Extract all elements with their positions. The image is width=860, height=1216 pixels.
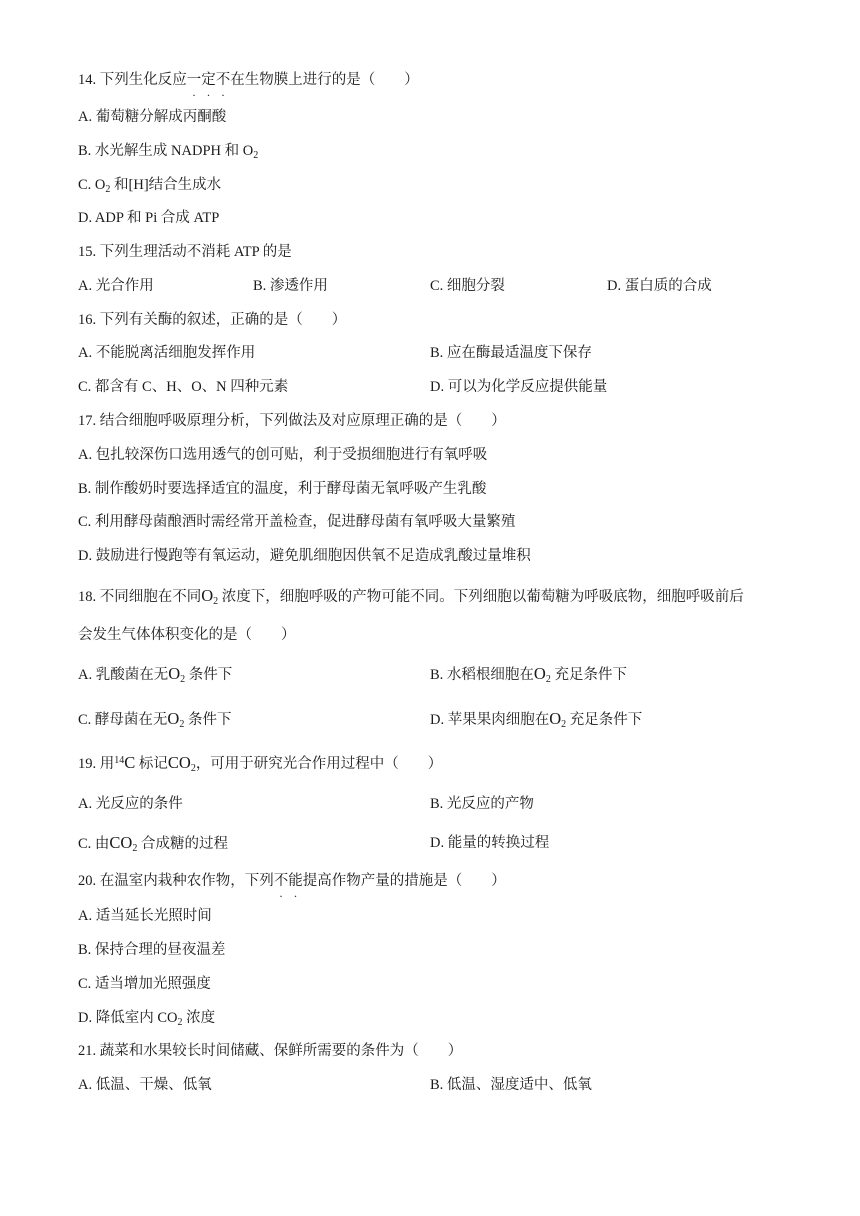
- q18-option-b-text: B. 水稻根细胞在: [430, 667, 534, 683]
- q19-option-c: [78, 833, 228, 854]
- q14-option-c: [78, 175, 221, 195]
- subscript: 2: [190, 763, 196, 774]
- q20-option-a: A. 适当延长光照时间: [78, 908, 212, 924]
- q19-option-a: A. 光反应的条件: [78, 796, 183, 812]
- carbon-symbol: C: [124, 753, 136, 772]
- q21-option-a: A. 低温、干燥、低氧: [78, 1077, 212, 1093]
- q20-option-b: B. 保持合理的昼夜温差: [78, 942, 226, 958]
- q18-option-c: [78, 709, 231, 730]
- q19-stem-text: 标记: [135, 756, 168, 772]
- q16-option-a: A. 不能脱离活细胞发挥作用: [78, 345, 256, 361]
- q16-option-d: D. 可以为化学反应提供能量: [430, 379, 608, 395]
- q18-option-a-text: A. 乳酸菌在无: [78, 667, 169, 683]
- q19-option-d: D. 能量的转换过程: [430, 835, 550, 851]
- q18-option-d: [430, 709, 642, 730]
- q17-option-b: B. 制作酸奶时要选择适宜的温度，利于酵母菌无氧呼吸产生乳酸: [78, 481, 487, 497]
- co2-symbol: CO: [167, 753, 191, 772]
- co2-symbol: CO: [109, 833, 133, 852]
- q19-stem-text: 19. 用: [78, 756, 115, 772]
- subscript: 2: [179, 719, 185, 730]
- q20-stem-text: 提高作物产量的措施是（ ）: [302, 873, 506, 889]
- q18-option-a: [78, 664, 232, 685]
- q19-option-c-text: 合成糖的过程: [137, 836, 228, 852]
- q14-emphasis-char: 不: [215, 72, 231, 88]
- q20-option-c: C. 适当增加光照强度: [78, 976, 211, 992]
- q14-option-c-text: 和[H]结合生成水: [110, 177, 222, 193]
- subscript: 2: [561, 719, 567, 730]
- q18-stem-line1: [78, 586, 744, 607]
- q17-option-a: A. 包扎较深伤口选用透气的创可贴，利于受损细胞进行有氧呼吸: [78, 447, 488, 463]
- q14-stem: [78, 70, 419, 90]
- q18-stem-text: 18. 不同细胞在不同: [78, 589, 202, 605]
- q19-stem: [78, 753, 442, 774]
- subscript: 2: [177, 1017, 183, 1028]
- q19-option-b: B. 光反应的产物: [430, 796, 534, 812]
- oxygen-symbol: O: [549, 709, 562, 728]
- q20-option-d: [78, 1008, 215, 1028]
- q17-option-c: C. 利用酵母菌酿酒时需经常开盖检查，促进酵母菌有氧呼吸大量繁殖: [78, 514, 516, 530]
- q14-emphasis-char: 定: [201, 72, 216, 88]
- oxygen-symbol: O: [168, 664, 181, 683]
- q20-stem: [78, 871, 506, 891]
- q19-stem-text: ，可用于研究光合作用过程中（ ）: [195, 756, 443, 772]
- q14-option-b: [78, 141, 258, 161]
- subscript: 2: [545, 674, 551, 685]
- q17-stem: 17. 结合细胞呼吸原理分析，下列做法及对应原理正确的是（ ）: [78, 413, 506, 429]
- q14-option-c-text: C. O: [78, 177, 106, 193]
- oxygen-symbol: O: [201, 586, 214, 605]
- q18-option-c-text: 条件下: [184, 712, 232, 728]
- q15-option-c: C. 细胞分裂: [430, 278, 505, 294]
- superscript: 14: [114, 755, 125, 766]
- q16-option-c: C. 都含有 C、H、O、N 四种元素: [78, 379, 289, 395]
- q14-option-a: A. 葡萄糖分解成丙酮酸: [78, 109, 227, 125]
- q20-option-d-text: 浓度: [182, 1010, 216, 1026]
- q15-stem: 15. 下列生理活动不消耗 ATP 的是: [78, 244, 292, 260]
- subscript: 2: [105, 184, 111, 195]
- q20-option-d-text: D. 降低室内 CO: [78, 1010, 178, 1026]
- oxygen-symbol: O: [167, 709, 180, 728]
- q21-stem: 21. 蔬菜和水果较长时间储藏、保鲜所需要的条件为（ ）: [78, 1043, 463, 1059]
- q18-option-a-text: 条件下: [185, 667, 233, 683]
- q14-emphasis-char: 一: [186, 72, 202, 88]
- q14-stem-text: 14. 下列生化反应: [78, 72, 187, 88]
- q16-stem: 16. 下列有关酶的叙述，正确的是（ ）: [78, 312, 347, 328]
- q18-option-c-text: C. 酵母菌在无: [78, 712, 168, 728]
- subscript: 2: [180, 674, 186, 685]
- q16-option-b: B. 应在酶最适温度下保存: [430, 345, 592, 361]
- subscript: 2: [213, 596, 219, 607]
- oxygen-symbol: O: [533, 664, 546, 683]
- q21-option-b: B. 低温、湿度适中、低氧: [430, 1077, 592, 1093]
- q20-emphasis-char: 能: [288, 873, 303, 889]
- q20-stem-text: 20. 在温室内栽种农作物，下列: [78, 873, 274, 889]
- q14-option-b-text: B. 水光解生成 NADPH 和 O: [78, 143, 254, 159]
- q15-option-d: D. 蛋白质的合成: [607, 278, 712, 294]
- q18-stem-line2: 会发生气体体积变化的是（ ）: [78, 627, 296, 643]
- q14-option-d: D. ADP 和 Pi 合成 ATP: [78, 210, 220, 226]
- subscript: 2: [253, 150, 259, 161]
- q14-stem-text: 在生物膜上进行的是（ ）: [230, 72, 419, 88]
- q18-option-d-text: 充足条件下: [566, 712, 643, 728]
- subscript: 2: [132, 843, 138, 854]
- q18-option-b-text: 充足条件下: [550, 667, 627, 683]
- q15-option-a: A. 光合作用: [78, 278, 154, 294]
- q18-option-d-text: D. 苹果果肉细胞在: [430, 712, 550, 728]
- q20-emphasis-char: 不: [273, 873, 289, 889]
- q18-stem-text: 浓度下，细胞呼吸的产物可能不同。下列细胞以葡萄糖为呼吸底物，细胞呼吸前后: [218, 589, 744, 605]
- q15-option-b: B. 渗透作用: [253, 278, 328, 294]
- q19-option-c-text: C. 由: [78, 836, 110, 852]
- q17-option-d: D. 鼓励进行慢跑等有氧运动，避免肌细胞因供氧不足造成乳酸过量堆积: [78, 548, 531, 564]
- q18-option-b: [430, 664, 627, 685]
